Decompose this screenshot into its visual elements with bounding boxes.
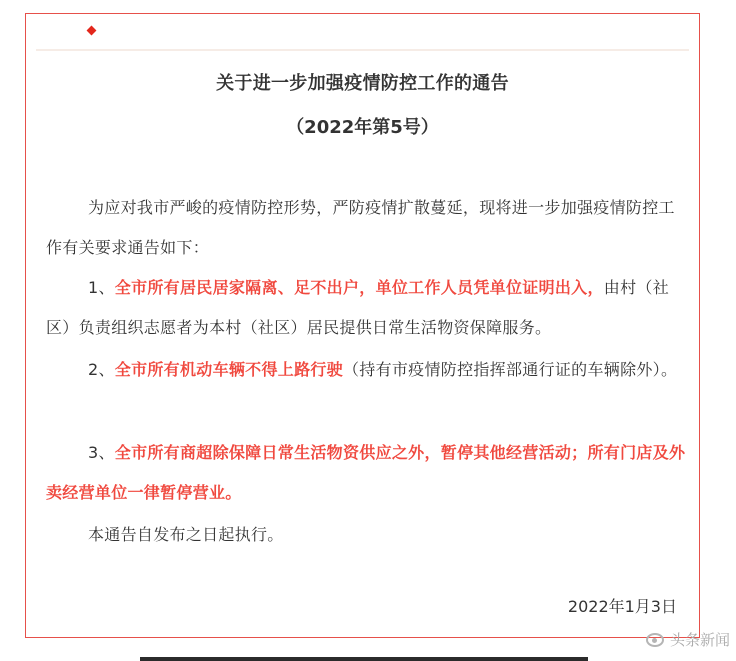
item-1-rest: 由村（社区）负责组织志愿者为本村（社区）居民提供日常生活物资保障服务。 xyxy=(46,278,669,337)
notice-date: 2022年1月3日 xyxy=(567,597,677,616)
item-2 xyxy=(46,350,686,390)
item-3 xyxy=(46,433,686,513)
notice-card xyxy=(25,13,700,638)
item-2-highlight: 全市所有机动车辆不得上路行驶 xyxy=(114,360,343,379)
image-edge xyxy=(140,657,588,661)
item-3-highlight: 全市所有商超除保障日常生活物资供应之外，暂停其他经营活动；所有门店及外卖经营单位一律暂停营业。 xyxy=(46,443,686,502)
weibo-icon xyxy=(646,633,664,647)
item-1-prefix: 1、 xyxy=(88,278,115,297)
item-3-prefix: 3、 xyxy=(88,443,115,462)
closing-paragraph: 本通告自发布之日起执行。 xyxy=(88,525,284,544)
notice-title: 关于进一步加强疫情防控工作的通告 xyxy=(216,73,509,94)
item-2-prefix: 2、 xyxy=(88,360,115,379)
watermark xyxy=(646,629,730,650)
item-2-rest: （持有市疫情防控指挥部通行证的车辆除外）。 xyxy=(342,360,678,379)
diamond-icon xyxy=(87,26,97,36)
notice-number: （2022年第5号） xyxy=(286,117,439,138)
item-1-highlight: 全市所有居民居家隔离、足不出户，单位工作人员凭单位证明出入， xyxy=(114,278,604,297)
header-strip xyxy=(36,14,689,51)
watermark-text: 头条新闻 xyxy=(669,631,730,649)
item-1 xyxy=(46,268,686,348)
intro-paragraph: 为应对我市严峻的疫情防控形势，严防疫情扩散蔓延，现将进一步加强疫情防控工作有关要求通告如下： xyxy=(46,198,675,257)
